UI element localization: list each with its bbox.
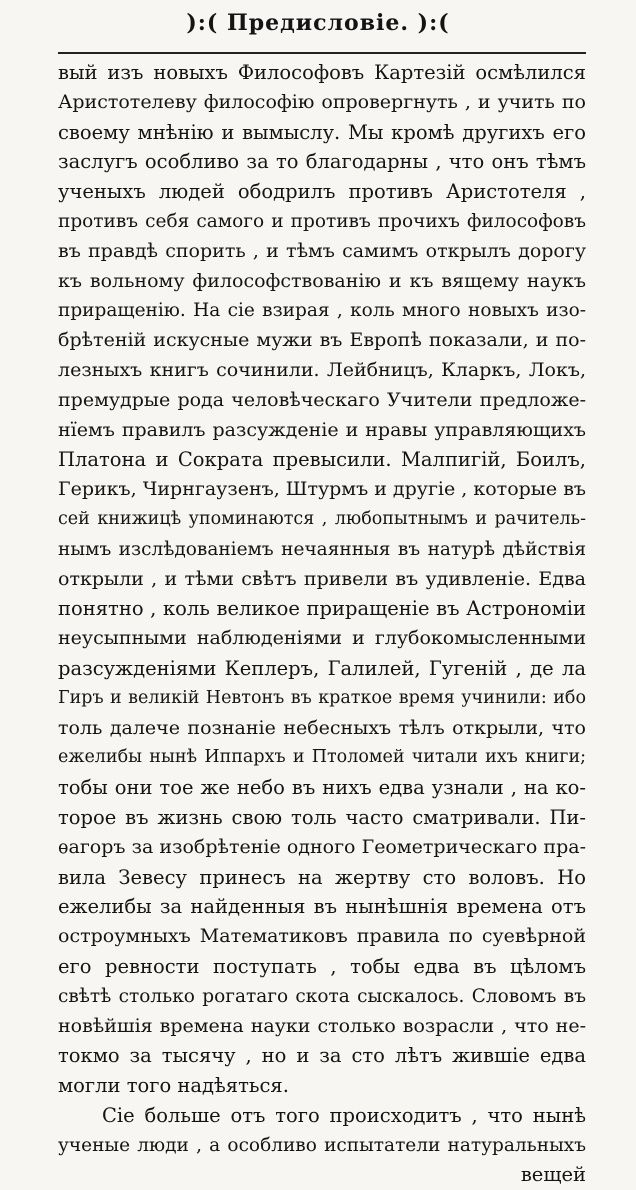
text-line: ученыхъ людей ободрилъ противъ Аристотеля ,	[58, 180, 586, 204]
header-rule	[58, 52, 586, 54]
text-line: ученые люди , а особливо испытатели натуральныхъ	[58, 1134, 586, 1156]
text-line: могли того надѣяться.	[58, 1074, 289, 1098]
text-line: вила Зевесу принесъ на жертву сто воловъ. Но	[58, 865, 586, 889]
text-line: новѣйшія времена науки столько возрасли , что не-	[58, 1014, 586, 1037]
text-line: заслугъ особливо за то благодарны , что онъ тѣмъ	[58, 150, 586, 174]
text-line: неусыпными наблюденіями и глубокомысленными	[58, 627, 586, 650]
text-line: къ вольному философствованію и къ вящему наукъ	[58, 269, 586, 292]
running-head: ):( Предисловіе. ):(	[186, 10, 450, 36]
text-line: нїемъ правилъ разсужденіе и нравы управляющихъ	[58, 418, 586, 441]
catchword: вещей	[520, 1163, 586, 1187]
text-line: ежелибы за найденныя въ нынѣшнія времена отъ	[58, 895, 586, 919]
text-line: тобы они тое же небо въ нихъ едва узнали , на ко-	[58, 776, 586, 800]
page-body-text	[58, 58, 586, 1190]
text-line: торое въ жизнь свою толь часто сматривали. Пи-	[58, 805, 586, 829]
text-line: Гиръ и великій Невтонъ въ краткое время учинили: ибо	[58, 687, 586, 708]
text-line: открыли , и тѣми свѣтъ привели въ удивленіе. Едва	[58, 567, 586, 590]
text-line: въ правдѣ спорить , и тѣмъ самимъ открылъ дорогу	[58, 239, 586, 262]
text-line: приращенію. На сіе взирая , коль много новыхъ изо-	[58, 300, 586, 322]
text-line: сей книжицѣ упоминаются , любопытнымъ и рачитель-	[58, 508, 586, 529]
text-line: премудрые рода человѣческаго Учители предложе-	[58, 388, 586, 411]
text-line: нымъ изслѣдованіемъ нечаянныя въ натурѣ дѣйствія	[58, 538, 586, 560]
text-line: Сіе больше отъ того происходитъ , что нынѣ	[102, 1103, 586, 1127]
text-line: толь далече познаніе небесныхъ тѣлъ открыли, что	[58, 716, 586, 739]
text-line: ѳагоръ за изобрѣтеніе одного Геометрическаго пра-	[58, 835, 586, 858]
text-line: разсужденіями Кеплеръ, Галилей, Гугеній , де ла	[58, 656, 586, 680]
text-line: Герикъ, Чирнгаузенъ, Штурмъ и другіе , которые въ	[58, 478, 586, 501]
text-line: понятно , коль великое приращеніе въ Астрономіи	[58, 597, 586, 621]
text-line: противъ себя самого и противъ прочихъ философовъ	[58, 210, 586, 232]
text-line: Платона и Сократа превысили. Малпигій, Боилъ,	[58, 448, 586, 472]
text-line: Аристотелеву философію опровергнуть , и учить по	[58, 90, 586, 113]
text-line: брѣтеній искусные мужи въ Европѣ показали, и по-	[58, 329, 586, 352]
text-line: вый изъ новыхъ Философовъ Картезій осмѣлился	[58, 61, 586, 84]
text-line: ежелибы нынѣ Иппархъ и Птоломей читали ихъ книги;	[58, 747, 586, 768]
text-line: остроумныхъ Математиковъ правила по суевѣрной	[58, 925, 586, 948]
text-line: лезныхъ книгъ сочинили. Лейбницъ, Кларкъ, Локъ,	[58, 358, 586, 381]
text-line: его ревности поступать , тобы едва въ цѣломъ	[58, 954, 586, 978]
text-line: свѣтѣ столько рогатаго скота сыскалось. Словомъ въ	[58, 985, 586, 1007]
text-line: токмо за тысячу , но и за сто лѣтъ жившіе едва	[58, 1044, 586, 1068]
text-line: своему мнѣнію и вымыслу. Мы кромѣ другихъ его	[58, 120, 586, 144]
